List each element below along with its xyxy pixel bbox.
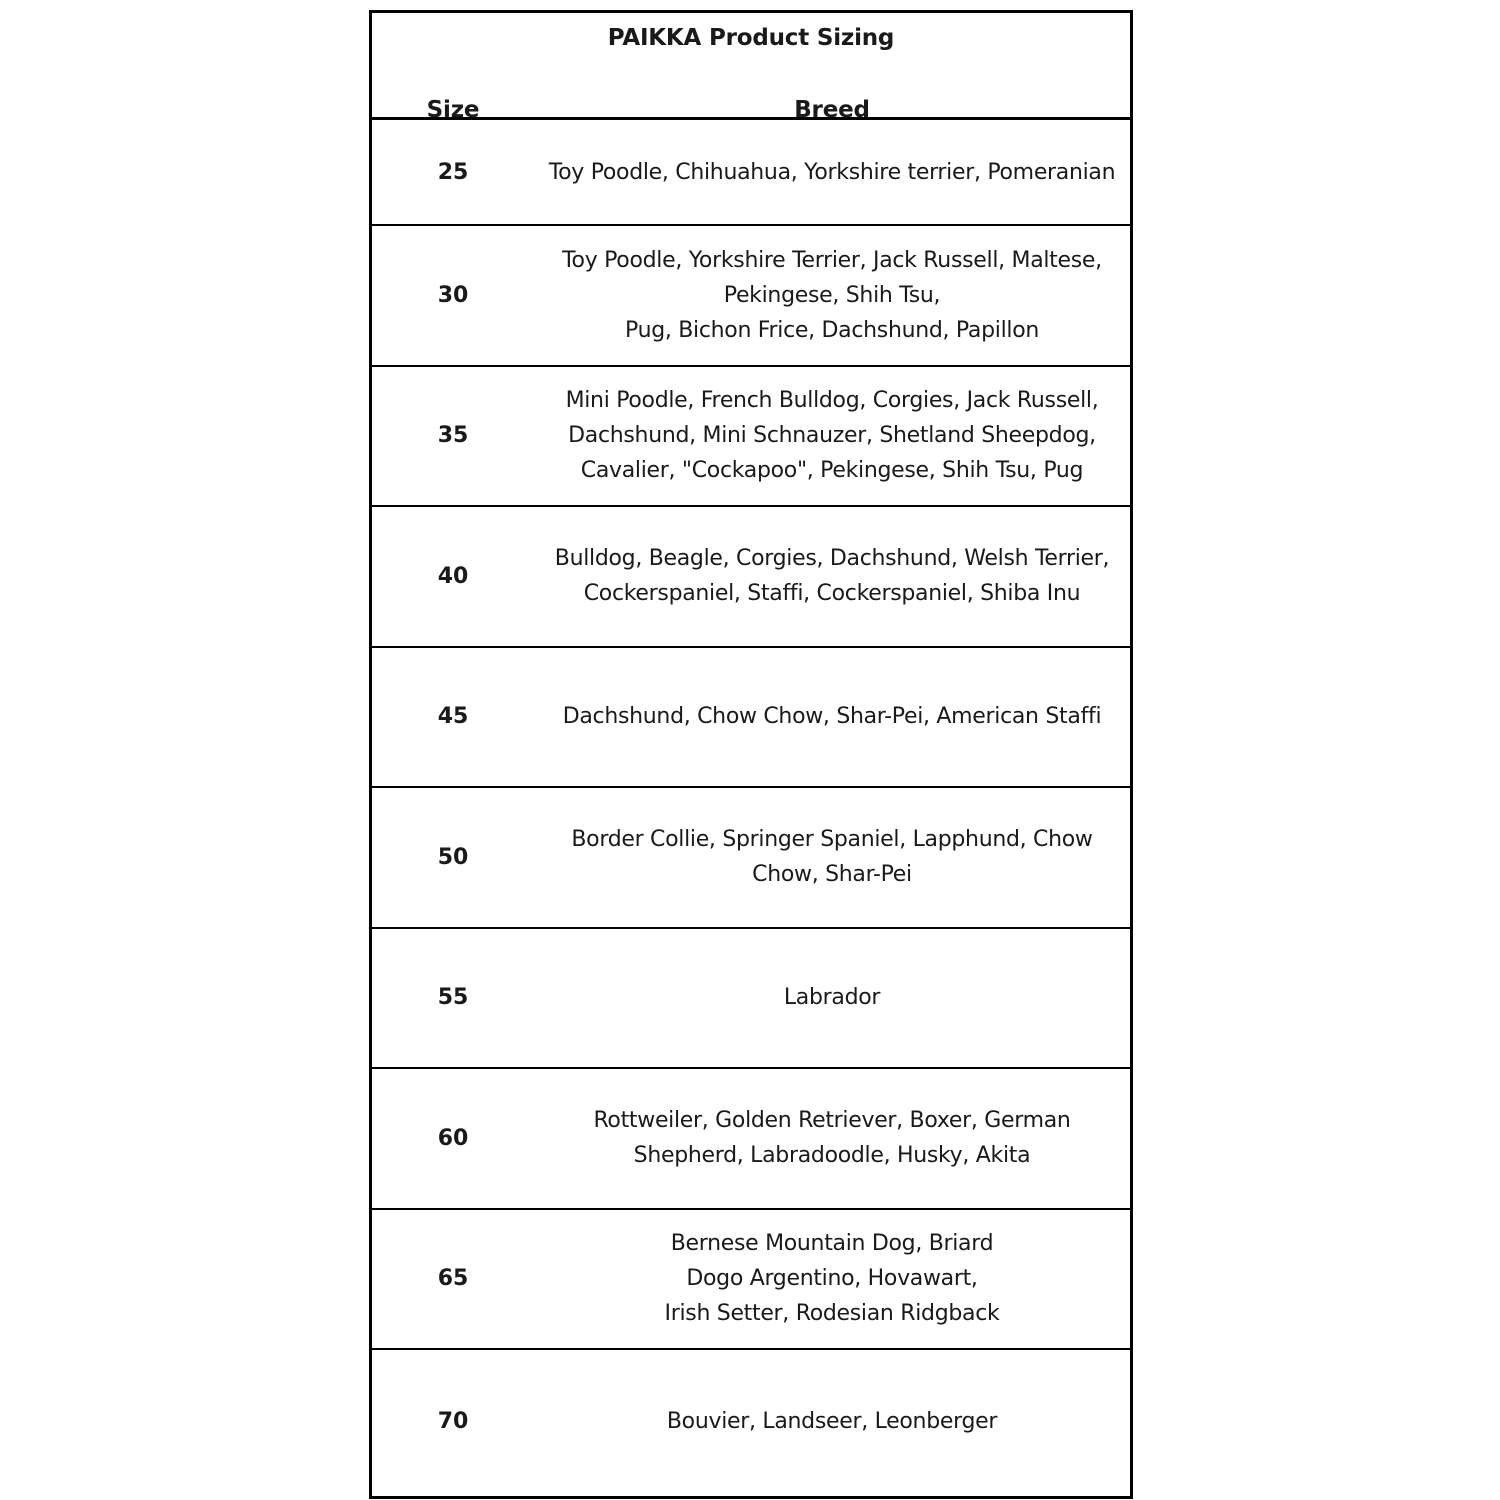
- table-row: [372, 226, 1130, 367]
- size-column-header: Size: [426, 97, 480, 123]
- breed-cell: Bouvier, Landseer, Leonberger: [666, 1408, 998, 1434]
- breed-cell: Bulldog, Beagle, Corgies, Dachshund, Welsh Terrier, Cockerspaniel, Staffi, Cockerspaniel, Shiba Inu: [554, 546, 1110, 607]
- breed-cell: Bernese Mountain Dog, Briard Dogo Argentino, Hovawart, Irish Setter, Rodesian Ridgback: [664, 1231, 1000, 1327]
- size-cell: 25: [437, 159, 469, 185]
- size-cell: 70: [437, 1408, 469, 1434]
- table-body: [372, 120, 1130, 1492]
- breed-cell: Border Collie, Springer Spaniel, Lapphund, Chow Chow, Shar-Pei: [571, 827, 1093, 888]
- breed-cell: Dachshund, Chow Chow, Shar-Pei, American Staffi: [562, 704, 1102, 730]
- breed-cell: Toy Poodle, Chihuahua, Yorkshire terrier, Pomeranian: [548, 159, 1116, 185]
- breed-cell: Mini Poodle, French Bulldog, Corgies, Jack Russell, Dachshund, Mini Schnauzer, Shetland Sheepdog, Cavalier, "Cockapoo", Pekingese, Shih Tsu, Pug: [565, 388, 1099, 484]
- size-cell: 50: [437, 844, 469, 870]
- size-cell: 40: [437, 563, 469, 589]
- table-row: [372, 1210, 1130, 1351]
- table-row: [372, 648, 1130, 789]
- size-cell: 30: [437, 282, 469, 308]
- table-row: [372, 1069, 1130, 1210]
- table-row: [372, 929, 1130, 1070]
- table-row: [372, 367, 1130, 508]
- size-cell: 55: [437, 985, 469, 1011]
- breed-cell: Rottweiler, Golden Retriever, Boxer, German Shepherd, Labradoodle, Husky, Akita: [593, 1108, 1071, 1169]
- table-row: [372, 507, 1130, 648]
- size-cell: 45: [437, 704, 469, 730]
- breed-cell: Toy Poodle, Yorkshire Terrier, Jack Russell, Maltese, Pekingese, Shih Tsu, Pug, Bichon Frice, Dachshund, Papillon: [562, 247, 1102, 343]
- table-title: PAIKKA Product Sizing: [607, 25, 895, 51]
- size-cell: 65: [437, 1266, 469, 1292]
- size-cell: 35: [437, 423, 469, 449]
- sizing-table: [369, 10, 1133, 1499]
- table-row: [372, 1350, 1130, 1492]
- size-cell: 60: [437, 1125, 469, 1151]
- table-row: [372, 120, 1130, 226]
- breed-cell: Labrador: [783, 985, 881, 1011]
- breed-column-header: Breed: [794, 97, 870, 123]
- table-row: [372, 788, 1130, 929]
